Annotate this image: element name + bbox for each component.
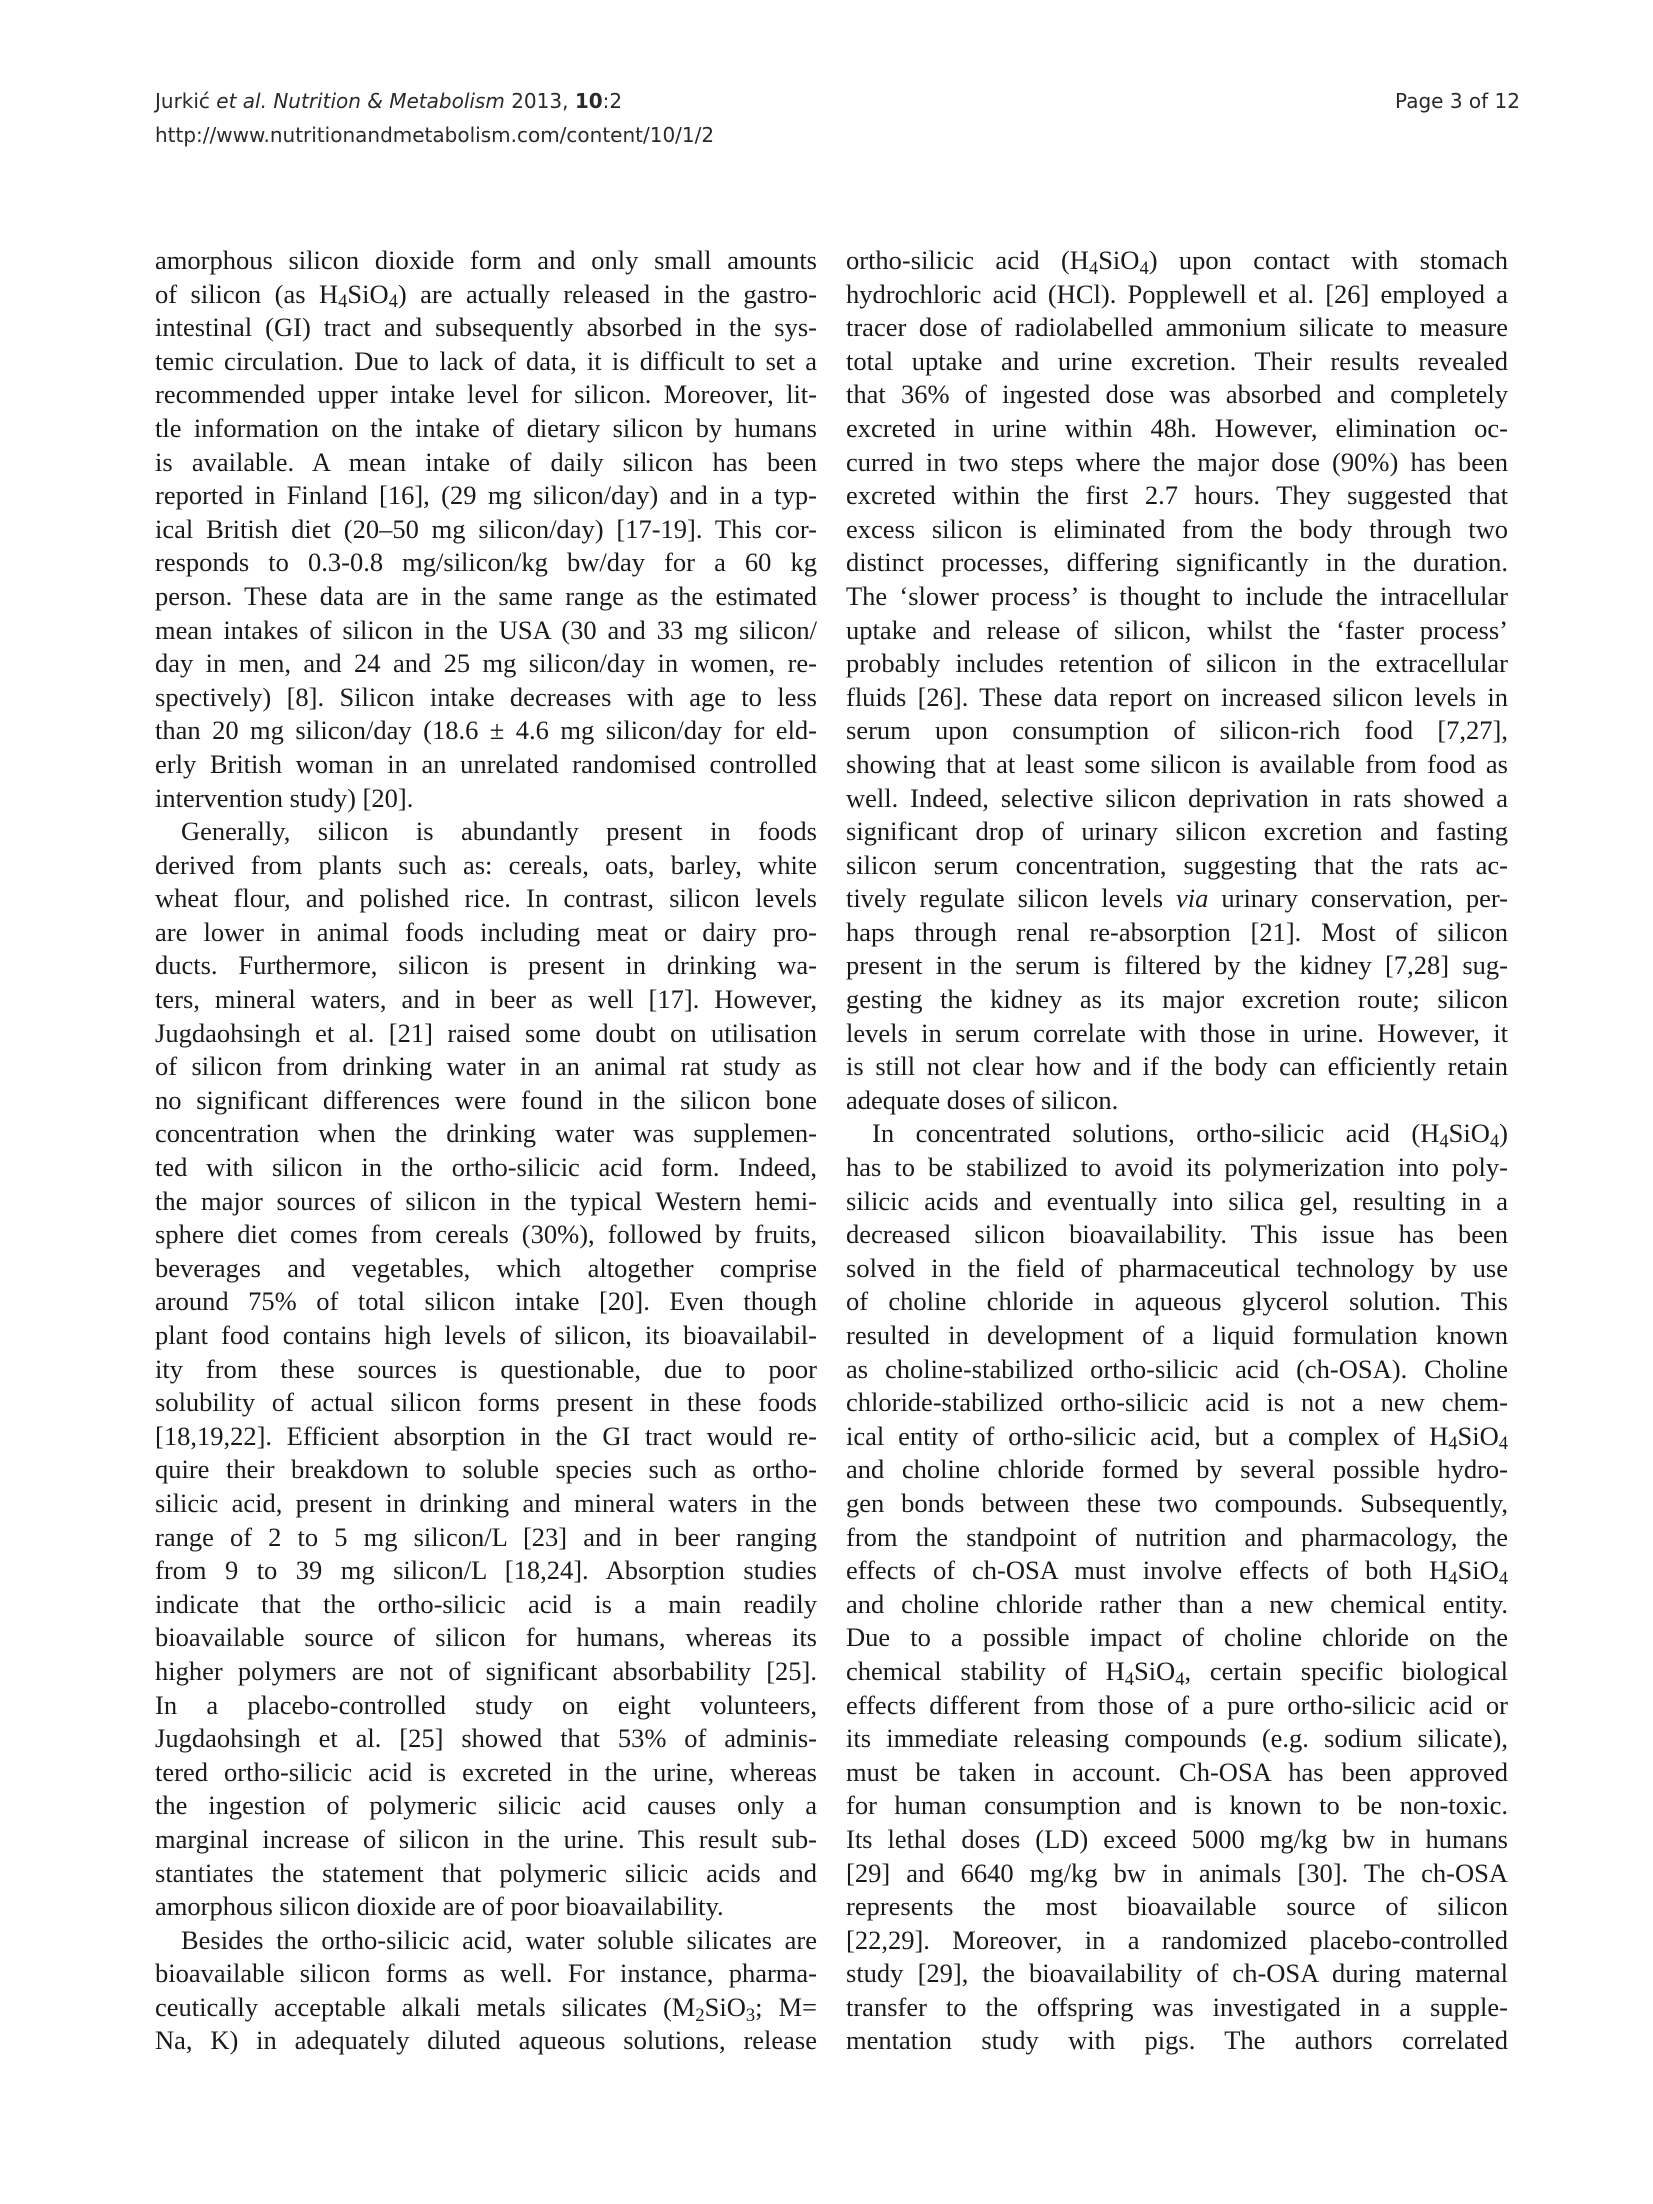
left-text-column xyxy=(155,244,817,2058)
text-line: of choline chloride in aqueous glycerol solution. This xyxy=(846,1286,1508,1317)
text-line: and choline chloride formed by several possible hydro- xyxy=(846,1454,1508,1485)
journal-citation xyxy=(155,84,622,118)
text-line: the ingestion of polymeric silicic acid causes only a xyxy=(155,1790,817,1821)
text-line: has to be stabilized to avoid its polymerization into poly- xyxy=(846,1152,1508,1183)
text-line: as choline-stabilized ortho-silicic acid (ch-OSA). Choline xyxy=(846,1353,1508,1384)
text-line: erly British woman in an unrelated randomised controlled xyxy=(155,748,817,779)
text-line: must be taken in account. Ch-OSA has been approved xyxy=(846,1756,1508,1787)
issue: :2 xyxy=(602,89,623,113)
text-line: [18,19,22]. Efficient absorption in the GI tract would re- xyxy=(155,1420,817,1451)
text-line: levels in serum correlate with those in urine. However, it xyxy=(846,1017,1508,1048)
text-line: temic circulation. Due to lack of data, it is difficult to set a xyxy=(155,345,817,376)
text-line: gesting the kidney as its major excretion route; silicon xyxy=(846,984,1508,1015)
text-line: [22,29]. Moreover, in a randomized placebo-controlled xyxy=(846,1924,1508,1955)
text-line: silicic acid, present in drinking and mineral waters in the xyxy=(155,1487,817,1518)
text-line: The ‘slower process’ is thought to include the intracellular xyxy=(846,580,1508,611)
text-line: derived from plants such as: cereals, oats, barley, white xyxy=(155,849,817,880)
text-line: tle information on the intake of dietary silicon by humans xyxy=(155,412,817,443)
year: 2013, xyxy=(511,89,569,113)
text-line: solved in the field of pharmaceutical technology by use xyxy=(846,1252,1508,1283)
text-line: transfer to the offspring was investigated in a supple- xyxy=(846,1991,1508,2022)
text-line: Besides the ortho-silicic acid, water soluble silicates are xyxy=(181,1924,817,1955)
text-line: range of 2 to 5 mg silicon/L [23] and in beer ranging xyxy=(155,1521,817,1552)
text-line: amorphous silicon dioxide form and only small amounts xyxy=(155,245,817,275)
text-line: person. These data are in the same range as the estimated xyxy=(155,580,817,611)
text-line: sphere diet comes from cereals (30%), followed by fruits, xyxy=(155,1219,817,1250)
text-line: than 20 mg silicon/day (18.6 ± 4.6 mg silicon/day for eld- xyxy=(155,715,817,746)
text-line: beverages and vegetables, which altogether comprise xyxy=(155,1252,817,1283)
text-line: responds to 0.3-0.8 mg/silicon/kg bw/day for a 60 kg xyxy=(155,547,817,578)
text-line: effects of ch-OSA must involve effects of both $H_4SiO_4$ xyxy=(846,1555,1508,1589)
text-line: tracer dose of radiolabelled ammonium silicate to measure xyxy=(846,312,1508,343)
text-line: its immediate releasing compounds (e.g. sodium silicate), xyxy=(846,1723,1508,1754)
text-line: tively regulate silicon levels via urinary conservation, per- xyxy=(846,883,1508,914)
text-line: of silicon (as $H_4SiO_4$) are actually released in the gastro- xyxy=(155,278,818,313)
text-line: bioavailable source of silicon for humans, whereas its xyxy=(155,1622,817,1653)
text-line: ity from these sources is questionable, due to poor xyxy=(155,1353,817,1384)
text-line: excess silicon is eliminated from the body through two xyxy=(846,513,1508,544)
text-line: silicic acids and eventually into silica gel, resulting in a xyxy=(846,1185,1508,1216)
text-line: fluids [26]. These data report on increased silicon levels in xyxy=(846,681,1508,712)
text-line: effects different from those of a pure ortho-silicic acid or xyxy=(846,1689,1508,1720)
text-line: indicate that the ortho-silicic acid is a main readily xyxy=(155,1588,817,1619)
author-name: Jurkić xyxy=(155,89,210,113)
text-line: Jugdaohsingh et al. [25] showed that 53% of adminis- xyxy=(155,1723,817,1754)
page-number: Page 3 of 12 xyxy=(1395,89,1520,113)
text-line: ical entity of ortho-silicic acid, but a complex of $H_4SiO_4$ xyxy=(846,1420,1508,1455)
text-line: excreted within the first 2.7 hours. They suggested that xyxy=(846,480,1508,511)
text-line: well. Indeed, selective silicon deprivation in rats showed a xyxy=(846,782,1508,813)
text-line: higher polymers are not of significant absorbability [25]. xyxy=(155,1655,817,1686)
text-line: hydrochloric acid (HCl). Popplewell et al. [26] employed a xyxy=(846,278,1508,309)
text-line: gen bonds between these two compounds. Subsequently, xyxy=(846,1487,1508,1518)
text-line: intervention study) [20]. xyxy=(155,782,414,813)
text-line: ical British diet (20–50 mg silicon/day) [17-19]. This cor- xyxy=(155,513,817,544)
text-line: [29] and 6640 mg/kg bw in animals [30]. The ch-OSA xyxy=(846,1857,1508,1888)
text-line: from 9 to 39 mg silicon/L [18,24]. Absorption studies xyxy=(155,1555,817,1586)
text-line: the major sources of silicon in the typical Western hemi- xyxy=(155,1185,817,1216)
text-line: In a placebo-controlled study on eight volunteers, xyxy=(155,1689,817,1720)
text-line: mentation study with pigs. The authors correlated xyxy=(846,2025,1508,2056)
text-line: ortho-silicic acid $(H_4SiO_4)$ upon contact with stomach xyxy=(846,245,1508,279)
text-line: significant drop of urinary silicon excretion and fasting xyxy=(846,816,1508,847)
text-line: recommended upper intake level for silicon. Moreover, lit- xyxy=(155,379,817,410)
text-line: represents the most bioavailable source of silicon xyxy=(846,1891,1508,1922)
text-line: distinct processes, differing significantly in the duration. xyxy=(846,547,1508,578)
text-line: plant food contains high levels of silicon, its bioavailabil- xyxy=(155,1320,817,1350)
text-line: resulted in development of a liquid formulation known xyxy=(846,1320,1508,1350)
text-line: showing that at least some silicon is available from food as xyxy=(846,748,1508,779)
text-line: decreased silicon bioavailability. This issue has been xyxy=(846,1219,1508,1250)
text-line: from the standpoint of nutrition and pharmacology, the xyxy=(846,1521,1508,1552)
text-line: solubility of actual silicon forms present in these foods xyxy=(155,1387,817,1418)
text-line: Jugdaohsingh et al. [21] raised some doubt on utilisation xyxy=(155,1017,817,1048)
text-line: spectively) [8]. Silicon intake decreases with age to less xyxy=(155,681,817,712)
text-line: and choline chloride rather than a new chemical entity. xyxy=(846,1588,1508,1619)
text-line: intestinal (GI) tract and subsequently absorbed in the sys- xyxy=(155,312,817,343)
text-line: study [29], the bioavailability of ch-OSA during maternal xyxy=(846,1958,1508,1989)
text-line: that 36% of ingested dose was absorbed and completely xyxy=(846,379,1508,410)
text-line: chloride-stabilized ortho-silicic acid is not a new chem- xyxy=(846,1387,1508,1418)
text-line: wheat flour, and polished rice. In contrast, silicon levels xyxy=(155,883,817,914)
text-line: adequate doses of silicon. xyxy=(846,1084,1119,1115)
text-line: stantiates the statement that polymeric silicic acids and xyxy=(155,1857,817,1888)
text-line: uptake and release of silicon, whilst the ‘faster process’ xyxy=(846,614,1508,645)
text-line: silicon serum concentration, suggesting that the rats ac- xyxy=(846,849,1508,880)
text-line: excreted in urine within 48h. However, elimination oc- xyxy=(846,412,1508,443)
text-line: is available. A mean intake of daily silicon has been xyxy=(155,446,817,477)
et-al: et al. xyxy=(216,89,267,113)
text-line: around 75% of total silicon intake [20]. Even though xyxy=(155,1286,817,1317)
text-line: serum upon consumption of silicon-rich food [7,27], xyxy=(846,715,1508,746)
page-header xyxy=(155,84,1520,152)
text-line: reported in Finland [16], (29 mg silicon/day) and in a typ- xyxy=(155,480,817,511)
text-line: of silicon from drinking water in an animal rat study as xyxy=(155,1051,817,1082)
text-line: is still not clear how and if the body can efficiently retain xyxy=(846,1051,1508,1082)
text-line: concentration when the drinking water was supplemen- xyxy=(155,1118,817,1149)
right-text-column xyxy=(846,244,1508,2058)
text-line: are lower in animal foods including meat or dairy pro- xyxy=(155,916,817,947)
text-line: no significant differences were found in the silicon bone xyxy=(155,1084,817,1115)
text-line: Generally, silicon is abundantly present in foods xyxy=(181,816,817,847)
text-line: probably includes retention of silicon in the extracellular xyxy=(846,648,1508,679)
text-line: Na, K) in adequately diluted aqueous solutions, release xyxy=(155,2025,817,2056)
text-line: marginal increase of silicon in the urine. This result sub- xyxy=(155,1823,817,1854)
text-line: ducts. Furthermore, silicon is present in drinking wa- xyxy=(155,950,817,981)
text-line: mean intakes of silicon in the USA (30 and 33 mg silicon/ xyxy=(155,614,817,645)
journal-name: Nutrition & Metabolism xyxy=(273,89,505,113)
text-line: ceutically acceptable alkali metals silicates ($M_2SiO_3$; M= xyxy=(155,1991,817,2026)
text-line: tered ortho-silicic acid is excreted in the urine, whereas xyxy=(155,1756,817,1787)
text-line: day in men, and 24 and 25 mg silicon/day in women, re- xyxy=(155,648,817,679)
text-line: present in the serum is filtered by the kidney [7,28] sug- xyxy=(846,950,1508,981)
text-line: bioavailable silicon forms as well. For instance, pharma- xyxy=(155,1958,817,1989)
text-line: curred in two steps where the major dose (90%) has been xyxy=(846,446,1508,477)
text-line: total uptake and urine excretion. Their results revealed xyxy=(846,345,1508,376)
text-line: for human consumption and is known to be non-toxic. xyxy=(846,1790,1508,1821)
text-line: ted with silicon in the ortho-silicic acid form. Indeed, xyxy=(155,1152,817,1183)
article-url-link[interactable]: http://www.nutritionandmetabolism.com/content/10/1/2 xyxy=(155,123,715,147)
text-line: chemical stability of $H_4SiO_4$, certain specific biological xyxy=(846,1655,1508,1690)
volume: 10 xyxy=(574,89,603,113)
text-line: Its lethal doses (LD) exceed 5000 mg/kg bw in humans xyxy=(846,1823,1508,1854)
text-line: In concentrated solutions, ortho-silicic acid $(H_4SiO_4)$ xyxy=(872,1118,1508,1153)
text-line: haps through renal re-absorption [21]. Most of silicon xyxy=(846,916,1508,947)
text-line: quire their breakdown to soluble species such as ortho- xyxy=(155,1454,817,1485)
text-line: amorphous silicon dioxide are of poor bioavailability. xyxy=(155,1891,724,1922)
text-line: ters, mineral waters, and in beer as well [17]. However, xyxy=(155,984,817,1015)
text-line: Due to a possible impact of choline chloride on the xyxy=(846,1622,1508,1653)
